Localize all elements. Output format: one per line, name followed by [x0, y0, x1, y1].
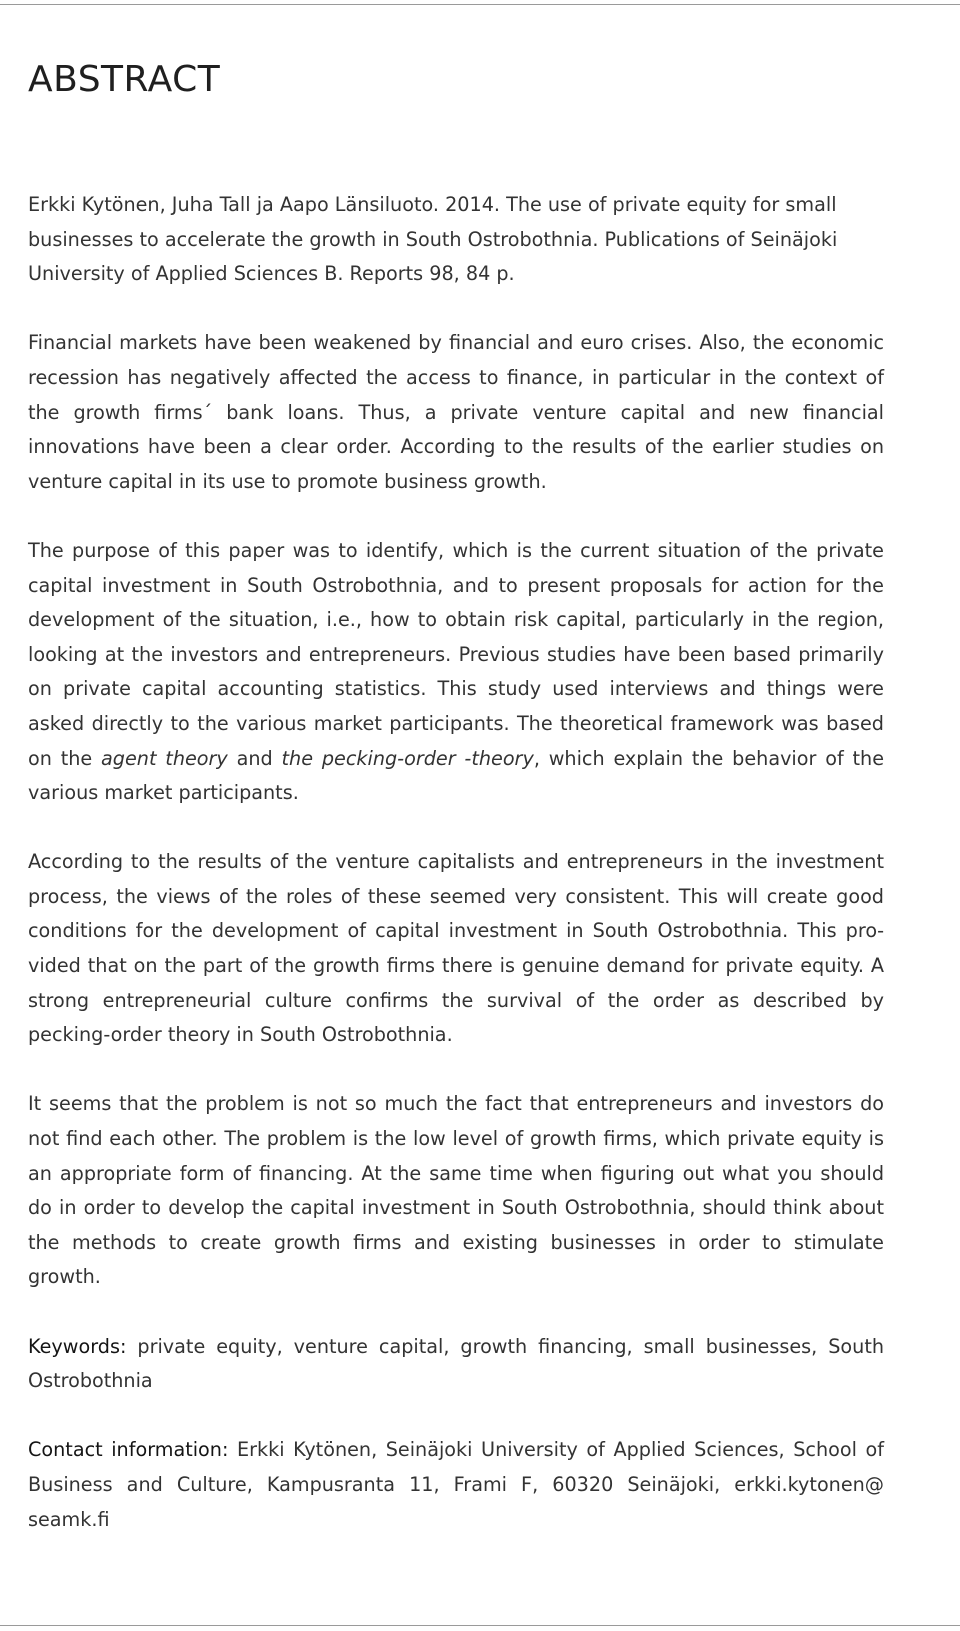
- keywords-label: Keywords:: [28, 1334, 127, 1358]
- page-title: ABSTRACT: [28, 59, 221, 100]
- paragraph-purpose: [28, 534, 884, 811]
- contact-text: Erkki Kytönen, Seinäjoki University of Applied Sciences, School of Business and Culture, Kampusranta 11, Frami F, 60320 Seinäjoki, erkki.kytonen@ seamk.fi: [28, 1438, 884, 1531]
- agent-theory-term: agent theory: [101, 746, 228, 770]
- bottom-rule: [0, 1625, 960, 1626]
- paragraph-purpose-text-2: and: [227, 746, 282, 770]
- paragraph-financial-markets: Financial markets have been weakened by financial and euro crises. Also, the economic recession has negatively affected the access to finance, in particular in the context of the growth firms´ bank loans. Thus, a private venture capital and new financial innovations have been a clear order. According to the results of the earlier studies on venture capital in its use to promote business growth.: [28, 331, 884, 493]
- pecking-order-theory-term: the pecking-order -theory: [281, 746, 534, 770]
- paragraph-purpose-text-1: The purpose of this paper was to identify, which is the current situation of the private capital investment in South Ostrobothnia, and to present proposals for action for the development of the situation, i.e., how to obtain risk capital, particularly in the region, looking at the investors and entrepreneurs. Previous studies have been based primarily on private capital accounting statistics. This study used interviews and things were asked directly to the various market participants. The theoretical framework was based on the: [28, 538, 884, 770]
- abstract-body: [28, 188, 884, 1537]
- paragraph-purpose-text-3: , which explain the behavior of the various market participants.: [28, 746, 885, 805]
- paragraph-results: According to the results of the venture capitalists and entrepreneurs in the investment process, the views of the roles of these seemed very consistent. This will create good conditions for the development of capital investment in South Ostrobothnia. This provided that on the part of the growth firms there is genuine demand for private equity. A strong entrepreneurial culture confirms the survival of the order as described by pecking-order theory in South Ostrobothnia.: [28, 850, 884, 1047]
- paragraph-problem: It seems that the problem is not so much the fact that entrepreneurs and investors do not find each other. The problem is the low level of growth firms, which private equity is an appropriate form of financing. At the same time when figuring out what you should do in order to develop the capital investment in South Ostrobothnia, should think about the methods to create growth firms and existing businesses in order to stimulate growth.: [28, 1092, 884, 1289]
- keywords-paragraph: [28, 1330, 884, 1399]
- abstract-page: [28, 56, 884, 1572]
- contact-paragraph: [28, 1433, 884, 1537]
- top-rule: [0, 4, 960, 5]
- contact-label: Contact information:: [28, 1438, 229, 1462]
- keywords-text: private equity, venture capital, growth financing, small businesses, South Ostrobothnia: [28, 1334, 884, 1393]
- citation-paragraph: Erkki Kytönen, Juha Tall ja Aapo Länsiluoto. 2014. The use of private equity for small businesses to accelerate the growth in South Ostrobothnia. Publications of Seinäjoki University of Applied Sciences B. Reports 98, 84 p.: [28, 193, 838, 286]
